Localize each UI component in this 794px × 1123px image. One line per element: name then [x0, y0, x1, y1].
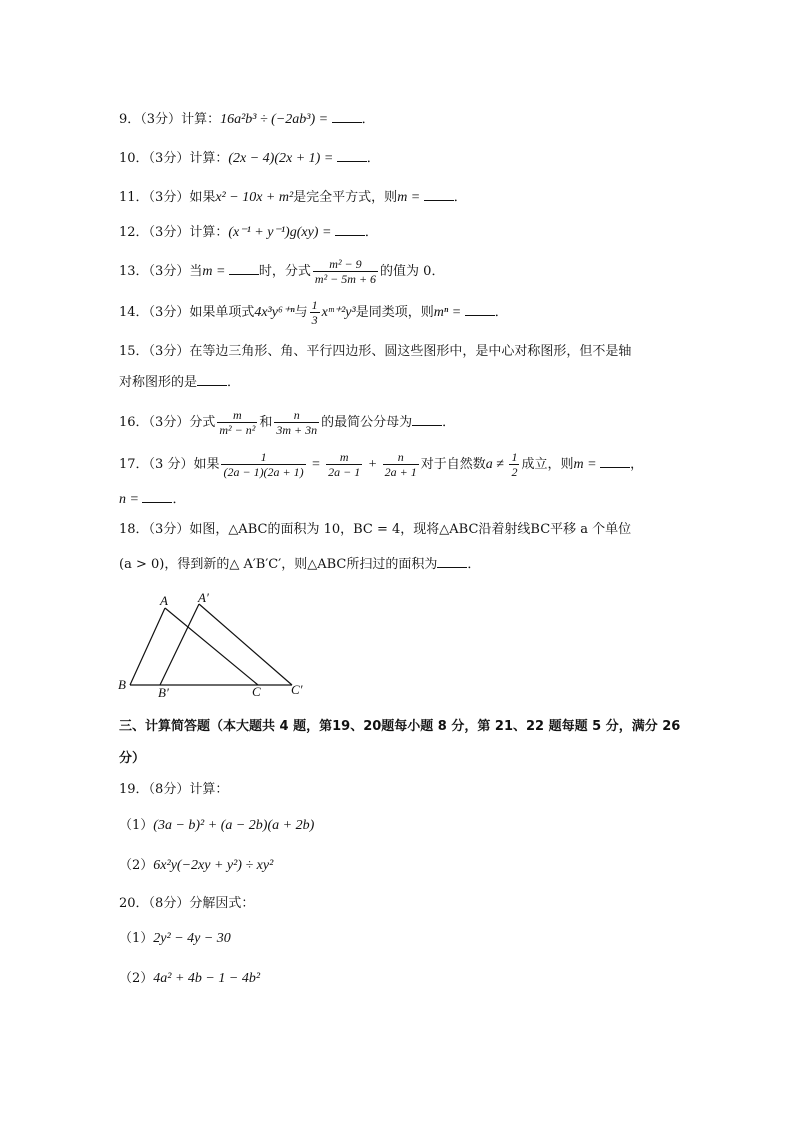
- math-expression: 4x³y⁶⁺ⁿ: [254, 305, 295, 320]
- question-15-line-2: [119, 373, 240, 392]
- question-text: 是同类项，则: [355, 305, 434, 320]
- answer-blank[interactable]: [332, 110, 362, 123]
- question-text: 如果: [193, 457, 220, 472]
- math-expression: m =: [397, 190, 424, 205]
- label-b-prime: B′: [158, 685, 169, 700]
- math-expression: 4a² + 4b − 1 − 4b²: [153, 971, 261, 986]
- answer-blank[interactable]: [197, 373, 227, 386]
- question-9: [119, 110, 375, 129]
- question-text: 计算：: [189, 151, 229, 166]
- question-text: 计算：: [181, 112, 221, 127]
- side-a-prime-b-prime: [160, 604, 199, 685]
- fraction-numerator: m: [217, 408, 257, 423]
- answer-blank[interactable]: [142, 490, 172, 503]
- label-a-prime: A′: [198, 590, 209, 605]
- math-expression: m =: [202, 264, 229, 279]
- fraction-numerator: m: [326, 450, 362, 465]
- question-text: 对于自然数: [420, 457, 486, 472]
- question-number: 9．: [119, 112, 141, 127]
- question-end: ．: [494, 305, 508, 320]
- question-text: 如果: [189, 190, 216, 205]
- question-19-title: 19．（8分）计算：: [119, 782, 229, 797]
- question-number: 11．: [119, 190, 149, 205]
- part-label: （2）: [119, 971, 154, 986]
- section-3-heading-cont: 分）: [119, 751, 146, 766]
- fraction-numerator: n: [274, 408, 319, 423]
- equals-sign: =: [307, 457, 325, 472]
- answer-blank[interactable]: [465, 303, 495, 316]
- question-12: [119, 223, 378, 242]
- question-number: 16．: [119, 415, 149, 430]
- question-end: ．: [364, 225, 378, 240]
- part-label: （1）: [119, 931, 154, 946]
- math-expression: x² − 10x + m²: [215, 190, 294, 205]
- points: （3分）: [148, 151, 190, 166]
- question-number: 17．: [119, 457, 149, 472]
- question-19-part-2: [119, 857, 273, 875]
- question-end: ．: [453, 190, 467, 205]
- part-label: （2）: [119, 858, 154, 873]
- part-label: （1）: [119, 818, 154, 833]
- answer-blank[interactable]: [600, 455, 630, 468]
- question-end: ．: [467, 557, 481, 572]
- fraction-denominator: 3: [311, 313, 318, 327]
- question-end: ．: [227, 375, 241, 390]
- question-end: ．: [442, 415, 456, 430]
- label-c-prime: C′: [291, 682, 303, 697]
- question-text: 计算：: [189, 225, 229, 240]
- answer-blank[interactable]: [412, 413, 442, 426]
- question-number: 10．: [119, 151, 149, 166]
- points: （3分）: [148, 190, 190, 205]
- points: （3分）: [148, 225, 190, 240]
- fraction: [310, 298, 320, 327]
- question-text: 和: [259, 415, 273, 430]
- label-b: B: [118, 677, 126, 692]
- question-10: [119, 149, 380, 168]
- fraction-denominator: 3m + 3n: [276, 423, 318, 437]
- fraction-denominator: m² − 5m + 6: [314, 272, 377, 286]
- question-11: [119, 188, 467, 207]
- question-13: [119, 257, 444, 286]
- side-ab: [130, 608, 165, 685]
- question-number: 13．: [119, 264, 149, 279]
- question-end: ．: [172, 492, 186, 507]
- math-expression: n =: [119, 492, 143, 507]
- math-expression: (2x − 4)(2x + 1) =: [228, 151, 337, 166]
- question-end: ．: [366, 151, 380, 166]
- question-text: 是完全平方式，则: [293, 190, 398, 205]
- question-19-part-1: [119, 817, 314, 835]
- fraction-numerator: 1: [311, 298, 318, 312]
- question-14: [119, 298, 508, 327]
- answer-blank[interactable]: [335, 223, 365, 236]
- fraction-denominator: 2: [511, 465, 518, 479]
- fraction-denominator: 2a + 1: [384, 465, 417, 479]
- fraction: [221, 450, 305, 479]
- answer-blank[interactable]: [437, 555, 467, 568]
- fraction: [326, 450, 362, 479]
- points: （3分）: [148, 415, 190, 430]
- points: （3 分）: [148, 457, 194, 472]
- fraction: [509, 450, 519, 479]
- math-expression: (x⁻¹ + y⁻¹)g(xy) =: [228, 225, 335, 240]
- answer-blank[interactable]: [424, 188, 454, 201]
- points: （3分）: [148, 264, 190, 279]
- points: （3分）: [140, 112, 182, 127]
- question-end: ．: [361, 112, 375, 127]
- question-number: 14．: [119, 305, 149, 320]
- question-text: 的最简公分母为: [321, 415, 413, 430]
- points: （3分）: [148, 305, 190, 320]
- math-expression: 6x²y(−2xy + y²) ÷ xy²: [153, 858, 274, 873]
- fraction: [313, 257, 378, 286]
- question-20-title: 20．（8分）分解因式：: [119, 896, 255, 911]
- question-20-part-2: [119, 970, 260, 988]
- math-expression: mⁿ =: [433, 305, 465, 320]
- question-17: [119, 450, 643, 479]
- comma: ，: [630, 457, 644, 472]
- question-text: 成立，则: [521, 457, 574, 472]
- question-text: 当: [189, 264, 203, 279]
- question-16: [119, 408, 455, 437]
- question-text: 如果单项式: [189, 305, 255, 320]
- question-text: 时，分式: [258, 264, 311, 279]
- fraction-denominator: 2a − 1: [328, 465, 361, 479]
- fraction-denominator: m² − n²: [219, 423, 256, 437]
- plus-sign: +: [364, 457, 381, 472]
- label-a: A: [160, 593, 168, 608]
- side-a-prime-c-prime: [199, 604, 292, 685]
- fraction: [274, 408, 319, 437]
- math-expression: (3a − b)² + (a − 2b)(a + 2b): [153, 818, 315, 833]
- question-17-line-2: [119, 490, 185, 509]
- math-expression: m =: [573, 457, 601, 472]
- question-text: 对称图形的是: [119, 375, 198, 390]
- question-text: 分式: [189, 415, 216, 430]
- triangle-translation-figure: [110, 588, 310, 700]
- fraction: [383, 450, 419, 479]
- question-15-line-1: 15．（3分）在等边三角形、角、平行四边形、圆这些图形中，是中心对称图形，但不是轴: [119, 344, 632, 359]
- math-expression: xᵐ⁺²y³: [321, 305, 356, 320]
- math-expression: 2y² − 4y − 30: [153, 931, 231, 946]
- question-20-part-1: [119, 930, 231, 948]
- question-text: 的值为 0．: [380, 264, 445, 279]
- answer-blank[interactable]: [337, 149, 367, 162]
- label-c: C: [252, 684, 261, 699]
- fraction-numerator: 1: [511, 450, 518, 464]
- fraction-denominator: (2a − 1)(2a + 1): [223, 465, 304, 479]
- answer-blank[interactable]: [229, 262, 259, 275]
- math-expression: a ≠: [485, 457, 508, 472]
- question-number: 12．: [119, 225, 149, 240]
- math-expression: 16a²b³ ÷ (−2ab³) =: [220, 112, 332, 127]
- question-18-line-1: 18．（3分）如图，△ABC的面积为 10，BC = 4，现将△ABC沿着射线BC平移 a 个单位: [119, 522, 632, 537]
- fraction-numerator: m² − 9: [313, 257, 378, 272]
- fraction: [217, 408, 257, 437]
- question-text: (a > 0)，得到新的△ A′B′C′，则△ABC所扫过的面积为: [119, 557, 438, 572]
- section-3-heading: 三、计算简答题（本大题共 4 题，第19、20题每小题 8 分，第 21、22 题每题 5 分，满分 26: [119, 719, 681, 734]
- fraction-numerator: n: [383, 450, 419, 465]
- question-text: 与: [294, 305, 308, 320]
- fraction-numerator: 1: [221, 450, 305, 465]
- question-18-line-2: [119, 555, 480, 574]
